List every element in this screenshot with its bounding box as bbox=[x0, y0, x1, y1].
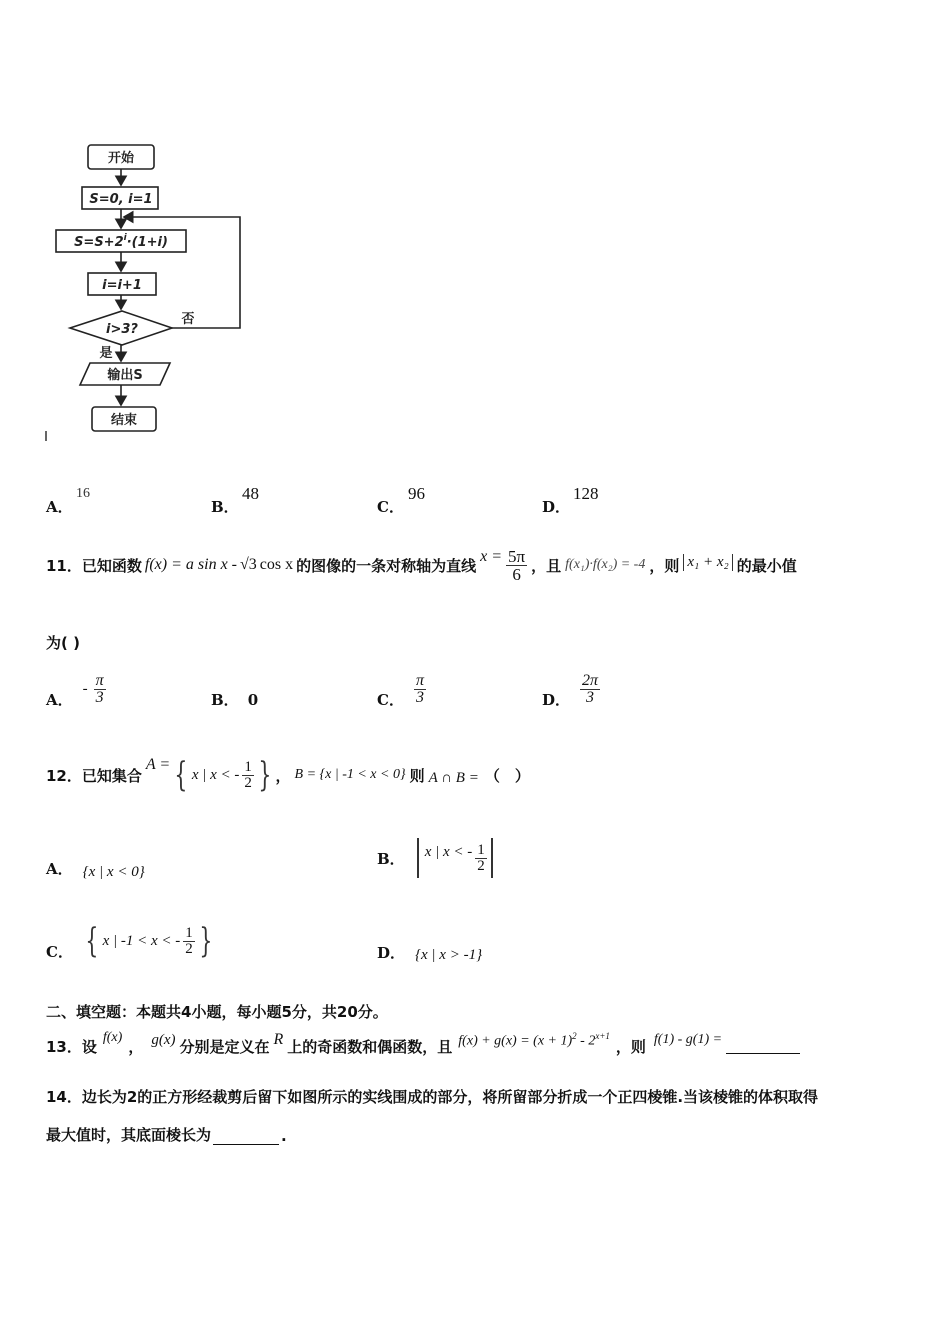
q13-answer-blank[interactable] bbox=[726, 1039, 800, 1054]
q10-option-b-value: 48 bbox=[242, 484, 259, 503]
q10-option-b: B． bbox=[211, 498, 239, 516]
q12-option-b: B． x | x < - $\frac{1}{2}$ bbox=[377, 832, 493, 884]
q10-option-a-value: 16 bbox=[76, 486, 90, 501]
flow-update-text: $S=S+2^i\cdot(1+i)$ bbox=[74, 233, 168, 250]
question-14-line2: 最大值时，其底面棱长为 . bbox=[46, 1126, 287, 1145]
flow-cond-text: i>3? bbox=[106, 322, 138, 337]
q11-option-d: D． $\frac{2\pi}{3}$ bbox=[542, 671, 599, 709]
question-11-tail: 为( ) bbox=[46, 634, 80, 652]
question-13: 13．设 f(x) ， g(x) 分别是定义在 R 上的奇函数和偶函数，且 $f(x) + g(x) = (x + 1)^2 - 2^{x+1}$ ，则 f(1) - g(1) = bbox=[46, 1026, 800, 1066]
q11-option-c: C． $\frac{\pi}{3}$ bbox=[377, 671, 424, 709]
q10-option-c: C． bbox=[377, 498, 404, 516]
question-11: 11． 已知函数 f(x) = a sin x - √3 cos x 的图像的一条对称轴为直线 x = $\frac{5\pi}{6}$ ，且 f(x₁)·f(x₂) = -4 ，则 x₁ + x₂ 的最小值 bbox=[46, 546, 797, 584]
flow-end-text: 结束 bbox=[110, 413, 138, 428]
q14-answer-blank[interactable] bbox=[213, 1130, 279, 1145]
question-12: 12． 已知集合 A = { x | x < - $\frac{1}{2}$ } ， B = {x | -1 < x < 0} 则 A ∩ B = （ ） bbox=[46, 755, 530, 795]
flow-yes-label: 是 bbox=[99, 346, 113, 361]
q10-option-d: D． bbox=[542, 498, 571, 516]
flow-start-text: 开始 bbox=[107, 151, 135, 166]
q11-option-b: B． 0 bbox=[211, 691, 259, 709]
q12-option-d: D． {x | x > -1} bbox=[377, 944, 483, 963]
q10-option-a: A． bbox=[46, 498, 73, 516]
flow-incr-text: i=i+1 bbox=[102, 278, 142, 293]
q12-option-c: C． { x | -1 < x < - $\frac{1}{2}$ } bbox=[46, 921, 213, 961]
flow-no-label: 否 bbox=[181, 312, 195, 327]
q10-option-c-value: 96 bbox=[408, 484, 425, 503]
q10-option-d-value: 128 bbox=[573, 484, 599, 503]
q12-option-a: A． {x | x < 0} bbox=[46, 860, 145, 880]
flowchart bbox=[40, 135, 260, 445]
question-14-line1: 14．边长为2的正方形经裁剪后留下如图所示的实线围成的部分，将所留部分折成一个正四棱锥.当该棱锥的体积取得 bbox=[46, 1088, 819, 1106]
flow-init-text: S=0, i=1 bbox=[89, 192, 153, 207]
q11-option-a: A． - $\frac{\pi}{3}$ bbox=[46, 671, 104, 709]
section-heading: 二、填空题：本题共4小题，每小题5分，共20分。 bbox=[46, 1003, 388, 1021]
flow-output-text: 输出S bbox=[107, 368, 143, 383]
